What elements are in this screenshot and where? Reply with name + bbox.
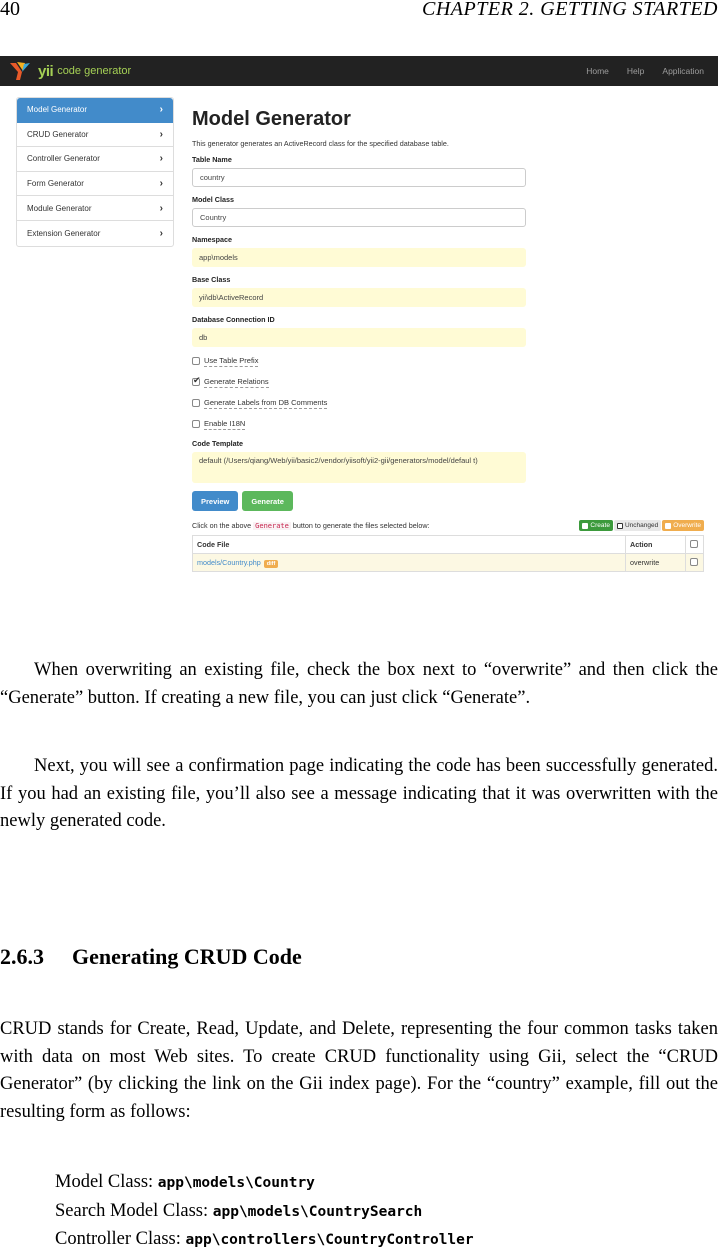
settings-list — [55, 1169, 474, 1247]
running-header — [0, 0, 718, 24]
model-class-input[interactable]: Country — [192, 208, 526, 227]
chevron-right-icon: › — [159, 153, 163, 165]
brand[interactable] — [8, 59, 131, 83]
section-number: 2.6.3 — [0, 944, 44, 969]
form-title: Model Generator — [192, 108, 351, 130]
col-select-all[interactable] — [685, 536, 703, 554]
yii-logo-icon — [8, 60, 36, 82]
checkbox-icon — [192, 420, 200, 428]
generator-form — [192, 108, 704, 572]
table-name-input[interactable]: country — [192, 168, 526, 187]
setting-label: Search Model Class: — [55, 1200, 209, 1221]
sidebar-item-label: CRUD Generator — [27, 129, 89, 139]
form-buttons — [192, 491, 704, 511]
paragraph-overwrite: When overwriting an existing file, check the box next to “overwrite” and then click the “Generate” button. If creating a new file, you can just click “Generate”. — [0, 660, 718, 708]
chapter-title: CHAPTER 2. GETTING STARTED — [422, 0, 718, 20]
generate-hint — [192, 521, 430, 530]
table-header-row — [193, 536, 704, 554]
chevron-right-icon: › — [159, 202, 163, 214]
legend-unchanged[interactable] — [614, 520, 661, 531]
chevron-right-icon: › — [159, 104, 163, 116]
col-code-file: Code File — [193, 536, 626, 554]
legend-overwrite-label: Overwrite — [673, 522, 701, 529]
sidebar-item-label: Module Generator — [27, 203, 92, 213]
col-action: Action — [626, 536, 686, 554]
code-template-select[interactable]: default (/Users/qiang/Web/yii/basic2/vendor/yiisoft/yii2-gii/generators/model/defaul t) — [192, 452, 526, 483]
generate-relations-checkbox[interactable] — [192, 376, 704, 388]
model-class-label: Model Class — [192, 195, 234, 204]
sidebar-item-label: Model Generator — [27, 105, 88, 115]
sidebar-item-label: Form Generator — [27, 179, 84, 189]
code-template-label: Code Template — [192, 439, 243, 448]
legend-unchanged-label: Unchanged — [624, 522, 659, 529]
brand-yii: yii — [38, 62, 54, 80]
list-item — [55, 1169, 474, 1198]
action-legend — [579, 520, 704, 531]
setting-label: Controller Class: — [55, 1229, 181, 1247]
sidebar-item-crud-generator[interactable] — [17, 123, 173, 148]
table-row — [193, 554, 704, 572]
list-item — [55, 1198, 474, 1227]
legend-overwrite[interactable] — [662, 520, 704, 531]
namespace-input[interactable]: app\models — [192, 248, 526, 267]
sidebar-item-label: Extension Generator — [27, 228, 101, 238]
select-cell[interactable] — [685, 554, 703, 572]
generate-labels-checkbox[interactable] — [192, 397, 704, 409]
section-title: Generating CRUD Code — [72, 944, 302, 969]
sidebar-item-model-generator[interactable] — [17, 98, 173, 123]
paragraph-confirmation: Next, you will see a confirmation page indicating the code has been successfully generated. If you had an existing file, you’ll also see a message indicating that it was overwritten with the newly generated code. — [0, 756, 718, 831]
chevron-right-icon: › — [159, 178, 163, 190]
form-description: This generator generates an ActiveRecord class for the specified database table. — [192, 139, 449, 148]
setting-value: app\models\CountrySearch — [212, 1203, 423, 1220]
db-connection-input[interactable]: db — [192, 328, 526, 347]
checkbox-icon — [617, 523, 623, 529]
sidebar-item-controller-generator[interactable] — [17, 147, 173, 172]
checkbox-label: Enable I18N — [204, 418, 246, 428]
checkbox-icon — [665, 523, 671, 529]
checkbox-icon — [192, 357, 200, 365]
generate-button[interactable]: Generate — [242, 491, 293, 511]
code-files-table — [192, 535, 704, 572]
gii-screenshot — [0, 56, 718, 616]
checkbox-icon — [690, 540, 698, 548]
brand-text: code generator — [57, 65, 132, 77]
page-number: 40 — [0, 0, 20, 20]
nav-link-home[interactable]: Home — [586, 66, 609, 76]
base-class-input[interactable]: yii\db\ActiveRecord — [192, 288, 526, 307]
chevron-right-icon: › — [159, 227, 163, 239]
checkbox-icon — [192, 399, 200, 407]
legend-create[interactable] — [579, 520, 613, 531]
table-name-label: Table Name — [192, 155, 232, 164]
use-table-prefix-checkbox[interactable] — [192, 355, 704, 367]
generator-sidebar — [16, 97, 174, 247]
sidebar-item-extension-generator[interactable] — [17, 221, 173, 246]
hint-after: button to generate the files selected below: — [292, 521, 430, 530]
sidebar-item-module-generator[interactable] — [17, 196, 173, 221]
paragraph-crud: CRUD stands for Create, Read, Update, and Delete, representing the four common tasks taken with data on most Web sites. To create CRUD functionality using Gii, select the “CRUD Generator” (by clicking the link on the Gii index page). For the “country” example, fill out the resulting form as follows: — [0, 1019, 718, 1122]
checkbox-icon — [582, 523, 588, 529]
legend-create-label: Create — [590, 522, 610, 529]
namespace-label: Namespace — [192, 235, 232, 244]
list-item — [55, 1226, 474, 1247]
db-connection-label: Database Connection ID — [192, 315, 275, 324]
checked-checkbox-icon — [192, 378, 200, 386]
action-cell: overwrite — [626, 554, 686, 572]
generate-hint-row — [192, 520, 704, 531]
enable-i18n-checkbox[interactable] — [192, 418, 704, 430]
checkbox-label: Use Table Prefix — [204, 355, 259, 365]
file-link[interactable]: models/Country.php — [197, 558, 261, 567]
nav-link-application[interactable]: Application — [662, 66, 704, 76]
navbar — [0, 56, 718, 86]
chevron-right-icon: › — [159, 128, 163, 140]
setting-value: app\models\Country — [157, 1175, 315, 1191]
checkbox-label: Generate Relations — [204, 376, 269, 386]
sidebar-item-form-generator[interactable] — [17, 172, 173, 197]
diff-badge[interactable]: diff — [264, 560, 279, 568]
file-cell — [193, 554, 626, 572]
preview-button[interactable]: Preview — [192, 491, 238, 511]
section-heading — [0, 944, 302, 970]
sidebar-item-label: Controller Generator — [27, 154, 100, 164]
setting-value: app\controllers\CountryController — [185, 1232, 474, 1247]
checkbox-label: Generate Labels from DB Comments — [204, 397, 328, 407]
nav-links — [586, 56, 704, 86]
setting-label: Model Class: — [55, 1172, 154, 1192]
hint-code: Generate — [255, 522, 289, 530]
checkbox-icon — [690, 558, 698, 566]
nav-link-help[interactable]: Help — [626, 66, 645, 76]
base-class-label: Base Class — [192, 275, 231, 284]
hint-before: Click on the above — [192, 521, 252, 530]
